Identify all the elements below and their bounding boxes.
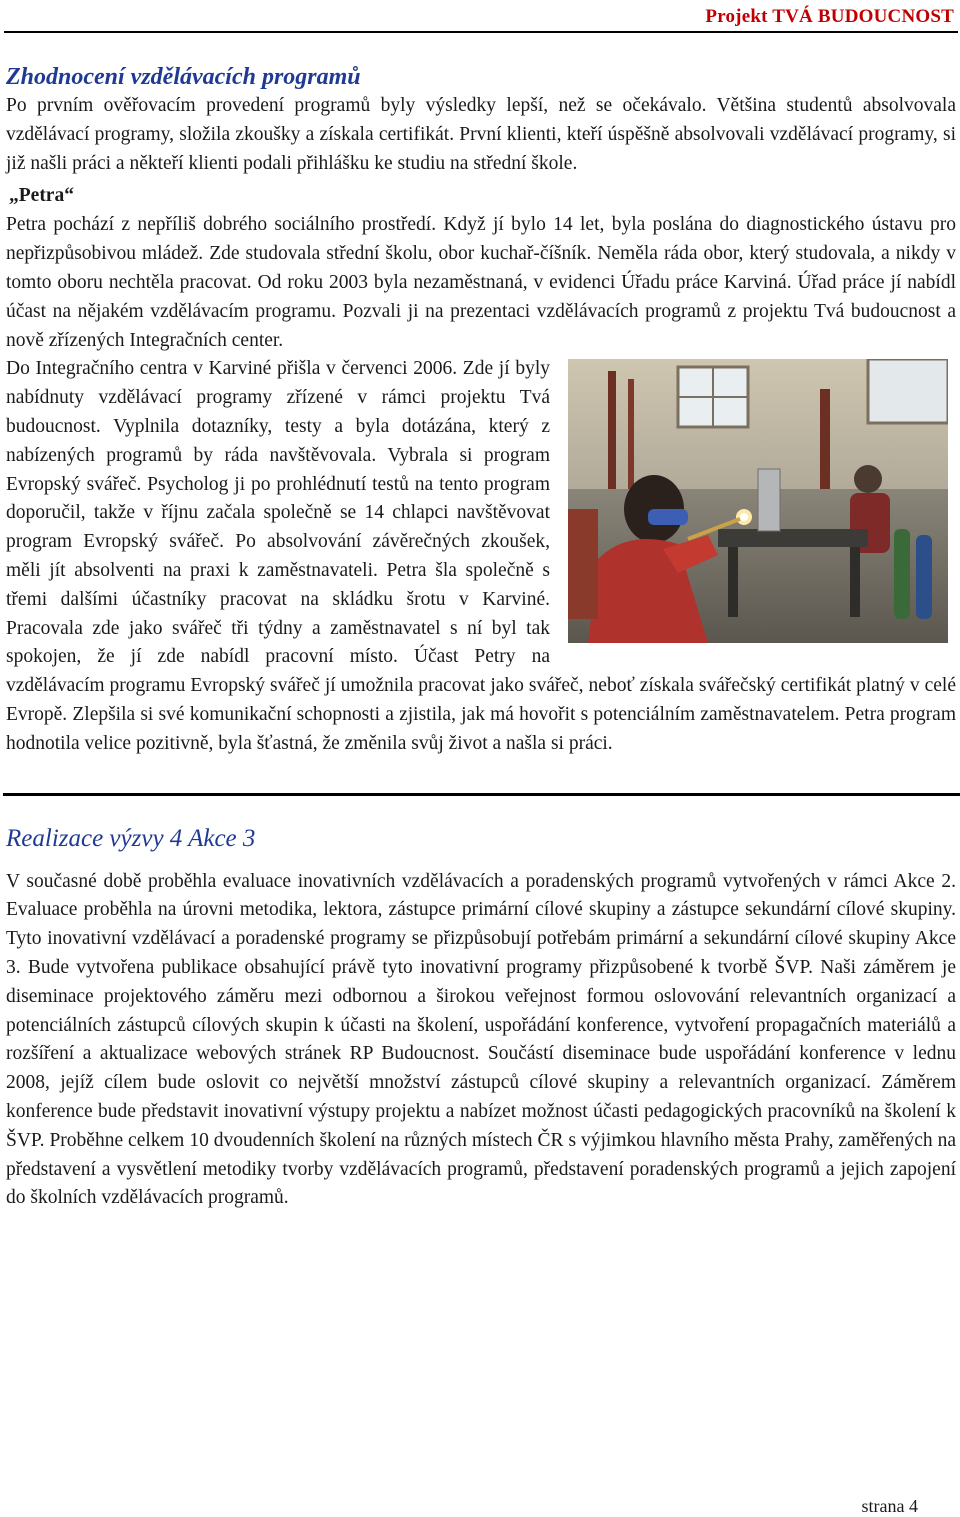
- welding-workshop-photo: [568, 359, 948, 643]
- section-realization: [6, 824, 956, 1214]
- intro-paragraph: Po prvním ověřovacím provedení programů byly výsledky lepší, než se očekávalo. Většina studentů absolvovala vzdělávací programy, složila zkoušky a získala certifikát. První klienti, kteří úspěšně absolvovali vzdělávací programy, si již našli práci a někteří klienti podali přihlášku ke studiu na střední škole.: [6, 95, 956, 174]
- section-title-evaluation: Zhodnocení vzdělávacích programů: [6, 64, 361, 90]
- story-paragraph-2: Do Integračního centra v Karviné přišla v červenci 2006. Zde jí byly nabídnuty vzdělávací programy zřízené v rámci projektu Tvá budoucnost. Vyplnila dotazníky, testy a byla dotázána, který z nabízených programů by ráda navštěvovala. Vybrala si program Evropský svářeč. Psycholog ji po prohlédnutí testů na tento program doporučil, takže v říjnu začala společně se 14 chlapci navštěvovat program Evropský svářeč. Po absolvování závěrečných zkoušek, měli jít absolventi na praxi k zaměstnavateli. Petra šla společně s třemi dalšími účastníky pracovat na skládku šrotu v Karviné. Pracovala zde jako svářeč tři týdny a zaměstnavatel s ní byl tak spokojen, že jí zde nabídl pracovní místo. Účast Petry na vzdělávacím programu Evropský svářeč jí umožnila pracovat jako svářeč, neboť získala svářečský certifikát platný v celé Evropě. Zlepšila si své komunikační schopnosti a zjistila, jak má hovořit s potenciálním zaměstnavatelem. Petra program hodnotila velice pozitivně, byla šťastná, že změnila svůj život a našla si práci.: [6, 358, 956, 754]
- section-title-realization: Realizace výzvy 4 Akce 3: [6, 824, 256, 852]
- page-content: [6, 62, 956, 1213]
- realization-paragraph: V současné době proběhla evaluace inovativních vzdělávacích a poradenských programů vytvořených v rámci Akce 2. Evaluace proběhla na úrovni metodika, lektora, zástupce primární cílové skupiny a zástupce sekundární cílové skupiny. Tyto inovativní vzdělávací a poradenské programy se přizpůsobují potřebám primární a sekundární cílové skupiny Akce 3. Bude vytvořena publikace obsahující právě tyto inovativní programy přizpůsobené k tvorbě ŠVP. Naši záměrem je diseminace projektového záměru mezi odbornou a širokou veřejnost formou oslovování relevantních organizací a potenciálních zástupců cílových skupin k účasti na školení, uspořádání konference, vytvoření propagačních materiálů a rozšíření a aktualizace webových stránek RP Budoucnost. Součástí diseminace bude uspořádání konference v lednu 2008, jejíž cílem bude oslovit co největší množství zástupců cílové skupiny a relevantních organizací. Záměrem konference bude představit inovativní výstupy projektu a nabízet možnost účasti pedagogických pracovníků na školení k ŠVP. Proběhne celkem 10 dvoudenních školení na různých místech ČR s výjimkou hlavního města Prahy, zaměřených na představení a vysvětlení metodiky tvorby vzdělávacích programů, představení poradenských programů a jejich zapojení do školních vzdělávacích programů.: [6, 870, 956, 1209]
- page-header-title: Projekt TVÁ BUDOUCNOST: [705, 6, 954, 27]
- section-divider: [3, 793, 960, 796]
- story-paragraph-1: Petra pochází z nepříliš dobrého sociálního prostředí. Když jí bylo 14 let, byla poslána do diagnostického ústavu pro nepřizpůsobivou mládež. Zde studovala střední školu, obor kuchař-číšník. Neměla ráda obor, který studovala, a nikdy v tomto oboru nechtěla pracovat. Od roku 2003 byla nezaměstnaná, v evidenci Úřadu práce Karviná. Úřad práce jí nabídl účast na nějakém vzdělávacím programu. Pozvali ji na prezentaci vzdělávacích programů z projektu Tvá budoucnost a nově zřízených Integračních center.: [6, 214, 956, 351]
- header-divider: [4, 31, 958, 33]
- page-number: strana 4: [861, 1496, 918, 1516]
- story-subtitle: „Petra“: [9, 185, 74, 207]
